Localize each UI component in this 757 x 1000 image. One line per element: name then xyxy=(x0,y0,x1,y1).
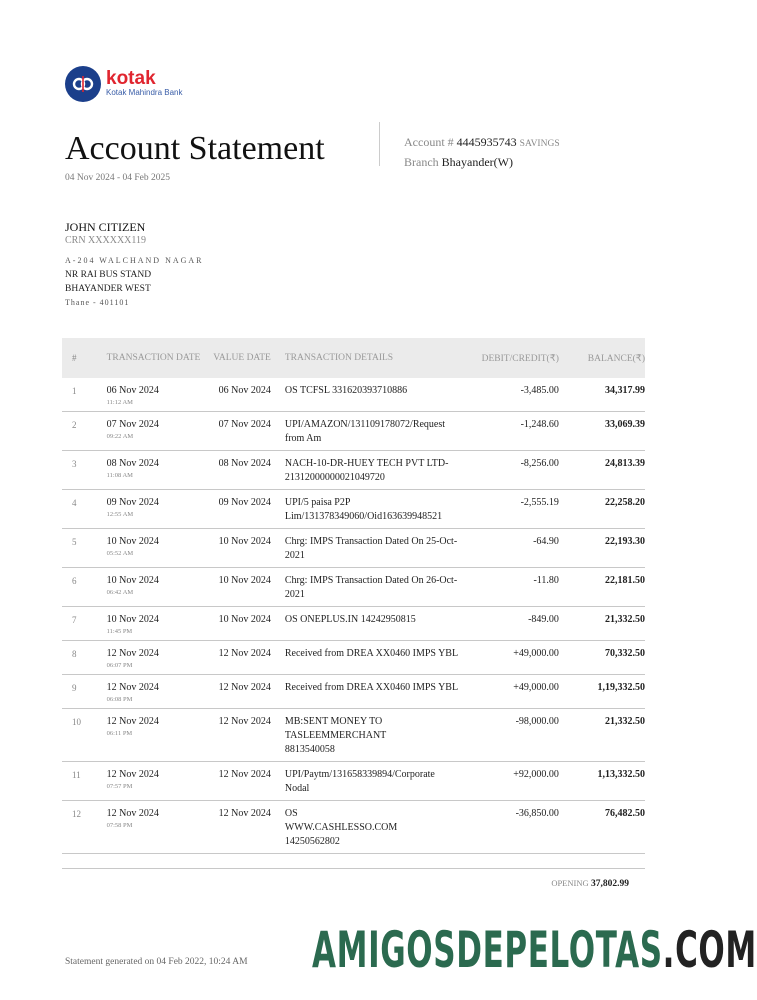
transaction-details xyxy=(271,613,473,636)
transaction-details xyxy=(271,496,473,524)
branch-label: Branch xyxy=(404,155,439,169)
amount: -98,000.00 xyxy=(515,716,559,727)
details-line: OS TCFSL 331620393710886 xyxy=(284,385,408,396)
row-number: 5 xyxy=(72,537,77,547)
details-line: MB:SENT MONEY TO xyxy=(284,716,383,727)
generated-note: Statement generated on 04 Feb 2022, 10:24 AM xyxy=(65,957,248,967)
table-row xyxy=(62,568,645,607)
balance: 22,258.20 xyxy=(605,497,645,508)
transaction-details xyxy=(271,768,473,796)
transaction-details xyxy=(271,807,473,849)
table-header xyxy=(62,338,645,378)
customer-info xyxy=(65,220,204,310)
table-row xyxy=(62,412,645,451)
table-row xyxy=(62,378,645,412)
row-number: 12 xyxy=(72,809,81,819)
kotak-logo xyxy=(65,66,183,102)
details-line: Nodal xyxy=(284,783,310,794)
transaction-details xyxy=(271,457,473,485)
value-date: 10 Nov 2024 xyxy=(218,536,271,547)
transaction-details xyxy=(271,418,473,446)
transactions-table xyxy=(62,338,645,854)
value-date: 12 Nov 2024 xyxy=(218,769,271,780)
details-line: OS xyxy=(284,808,298,819)
col-balance: BALANCE(₹) xyxy=(587,353,645,364)
transaction-time: 06:07 PM xyxy=(106,662,133,669)
transaction-date: 10 Nov 2024 xyxy=(106,614,159,625)
transaction-time: 09:22 AM xyxy=(106,433,134,440)
transaction-date: 12 Nov 2024 xyxy=(106,716,159,727)
table-row xyxy=(62,490,645,529)
watermark-main: AMIGOSDEPELOTAS xyxy=(312,921,663,979)
transaction-details xyxy=(271,574,473,602)
value-date: 12 Nov 2024 xyxy=(218,716,271,727)
kotak-logo-icon xyxy=(65,66,101,102)
details-line: TASLEEMMERCHANT xyxy=(284,730,387,741)
details-line: UPI/5 paisa P2P xyxy=(284,497,351,508)
row-number: 9 xyxy=(72,683,77,693)
transaction-time: 05:52 AM xyxy=(106,550,134,557)
transaction-time: 06:08 PM xyxy=(106,696,133,703)
balance: 24,813.39 xyxy=(605,458,645,469)
balance: 22,193.30 xyxy=(605,536,645,547)
transaction-details xyxy=(271,681,473,704)
address-line: BHAYANDER WEST xyxy=(65,284,151,294)
address-line: NR RAI BUS STAND xyxy=(65,270,152,280)
details-line: 2021 xyxy=(284,589,305,600)
details-line: 21312000000021049720 xyxy=(284,472,385,483)
balance: 70,332.50 xyxy=(605,648,645,659)
table-row xyxy=(62,801,645,854)
brand-name: kotak xyxy=(106,68,156,89)
watermark-suffix: .COM xyxy=(662,921,757,979)
account-label: Account # xyxy=(404,135,454,149)
table-row xyxy=(62,675,645,709)
amount: -2,555.19 xyxy=(520,497,559,508)
row-number: 4 xyxy=(72,498,77,508)
transaction-date: 08 Nov 2024 xyxy=(106,458,159,469)
amount: -3,485.00 xyxy=(520,385,559,396)
transaction-time: 11:08 AM xyxy=(106,472,133,479)
value-date: 06 Nov 2024 xyxy=(218,385,271,396)
table-row xyxy=(62,762,645,801)
transaction-date: 12 Nov 2024 xyxy=(106,808,159,819)
balance: 21,332.50 xyxy=(605,716,645,727)
amount: -36,850.00 xyxy=(515,808,559,819)
table-row xyxy=(62,709,645,762)
row-number: 8 xyxy=(72,649,77,659)
details-line: Received from DREA XX0460 IMPS YBL xyxy=(284,648,459,659)
balance: 76,482.50 xyxy=(605,808,645,819)
transaction-time: 07:57 PM xyxy=(106,783,133,790)
details-line: Chrg: IMPS Transaction Dated On 25-Oct- xyxy=(284,536,458,547)
transaction-date: 12 Nov 2024 xyxy=(106,648,159,659)
col-transaction-date: TRANSACTION DATE xyxy=(106,353,201,363)
opening-label: OPENING xyxy=(551,878,589,888)
transaction-time: 11:45 PM xyxy=(106,628,133,635)
details-line: Lim/131378349060/Oid163639948521 xyxy=(284,511,443,522)
branch-name: Bhayander(W) xyxy=(441,155,513,169)
transaction-details xyxy=(271,535,473,563)
account-number: 4445935743 xyxy=(456,135,517,149)
customer-name: JOHN CITIZEN xyxy=(65,220,146,234)
details-line: Received from DREA XX0460 IMPS YBL xyxy=(284,682,459,693)
details-line: from Am xyxy=(284,433,322,444)
transaction-date: 10 Nov 2024 xyxy=(106,575,159,586)
table-row xyxy=(62,641,645,675)
balance: 22,181.50 xyxy=(605,575,645,586)
transaction-time: 07:58 PM xyxy=(106,822,133,829)
details-line: Chrg: IMPS Transaction Dated On 26-Oct- xyxy=(284,575,458,586)
transaction-date: 10 Nov 2024 xyxy=(106,536,159,547)
balance: 1,19,332.50 xyxy=(597,682,645,693)
account-type: SAVINGS xyxy=(519,139,560,149)
details-line: 2021 xyxy=(284,550,305,561)
row-number: 1 xyxy=(72,386,77,396)
row-number: 3 xyxy=(72,459,77,469)
value-date: 12 Nov 2024 xyxy=(218,648,271,659)
transaction-date: 12 Nov 2024 xyxy=(106,682,159,693)
col-value-date: VALUE DATE xyxy=(213,353,271,363)
amount: +49,000.00 xyxy=(513,682,559,693)
amount: -8,256.00 xyxy=(520,458,559,469)
details-line: NACH-10-DR-HUEY TECH PVT LTD- xyxy=(284,458,449,469)
amount: -1,248.60 xyxy=(520,419,559,430)
bank-name: Kotak Mahindra Bank xyxy=(106,88,183,97)
amount: +92,000.00 xyxy=(513,769,559,780)
details-line: UPI/AMAZON/131109178072/Request xyxy=(284,419,446,430)
address-line: A-204 WALCHAND NAGAR xyxy=(65,256,204,265)
transaction-time: 12:55 AM xyxy=(106,511,134,518)
header-divider xyxy=(379,122,380,166)
transaction-date: 12 Nov 2024 xyxy=(106,769,159,780)
transaction-details xyxy=(271,715,473,757)
value-date: 10 Nov 2024 xyxy=(218,575,271,586)
col-amount: DEBIT/CREDIT(₹) xyxy=(481,353,559,364)
row-number: 10 xyxy=(72,717,81,727)
amount: -64.90 xyxy=(533,536,559,547)
row-number: 11 xyxy=(72,770,81,780)
statement-period: 04 Nov 2024 - 04 Feb 2025 xyxy=(65,173,171,183)
table-end-divider xyxy=(62,868,645,869)
table-body xyxy=(62,378,645,854)
table-row xyxy=(62,451,645,490)
transaction-details xyxy=(271,647,473,670)
details-line: 14250562802 xyxy=(284,836,340,847)
balance: 33,069.39 xyxy=(605,419,645,430)
details-line: OS ONEPLUS.IN 14242950815 xyxy=(284,614,416,625)
transaction-time: 06:11 PM xyxy=(106,730,133,737)
table-row xyxy=(62,607,645,641)
amount: -11.80 xyxy=(533,575,559,586)
details-line: WWW.CASHLESSO.COM xyxy=(284,822,398,833)
row-number: 2 xyxy=(72,420,77,430)
page-title: Account Statement xyxy=(65,130,325,167)
balance: 21,332.50 xyxy=(605,614,645,625)
customer-crn: CRN XXXXXX119 xyxy=(65,235,147,246)
col-details: TRANSACTION DETAILS xyxy=(284,353,394,363)
row-number: 7 xyxy=(72,615,77,625)
watermark-logo xyxy=(312,922,757,978)
transaction-date: 07 Nov 2024 xyxy=(106,419,159,430)
value-date: 12 Nov 2024 xyxy=(218,682,271,693)
transaction-details xyxy=(271,384,473,407)
transaction-time: 06:42 AM xyxy=(106,589,134,596)
table-row xyxy=(62,529,645,568)
value-date: 08 Nov 2024 xyxy=(218,458,271,469)
address-line: Thane - 401101 xyxy=(65,298,130,307)
details-line: 8813540058 xyxy=(284,744,335,755)
opening-balance xyxy=(551,878,629,889)
value-date: 09 Nov 2024 xyxy=(218,497,271,508)
balance: 34,317.99 xyxy=(605,385,645,396)
value-date: 10 Nov 2024 xyxy=(218,614,271,625)
details-line: UPI/Paytm/131658339894/Corporate xyxy=(284,769,435,780)
transaction-time: 11:12 AM xyxy=(106,399,133,406)
amount: +49,000.00 xyxy=(513,648,559,659)
value-date: 07 Nov 2024 xyxy=(218,419,271,430)
transaction-date: 06 Nov 2024 xyxy=(106,385,159,396)
account-info xyxy=(404,133,560,171)
opening-value: 37,802.99 xyxy=(591,879,629,889)
col-number: # xyxy=(72,353,77,363)
balance: 1,13,332.50 xyxy=(597,769,645,780)
row-number: 6 xyxy=(72,576,77,586)
transaction-date: 09 Nov 2024 xyxy=(106,497,159,508)
amount: -849.00 xyxy=(528,614,559,625)
value-date: 12 Nov 2024 xyxy=(218,808,271,819)
